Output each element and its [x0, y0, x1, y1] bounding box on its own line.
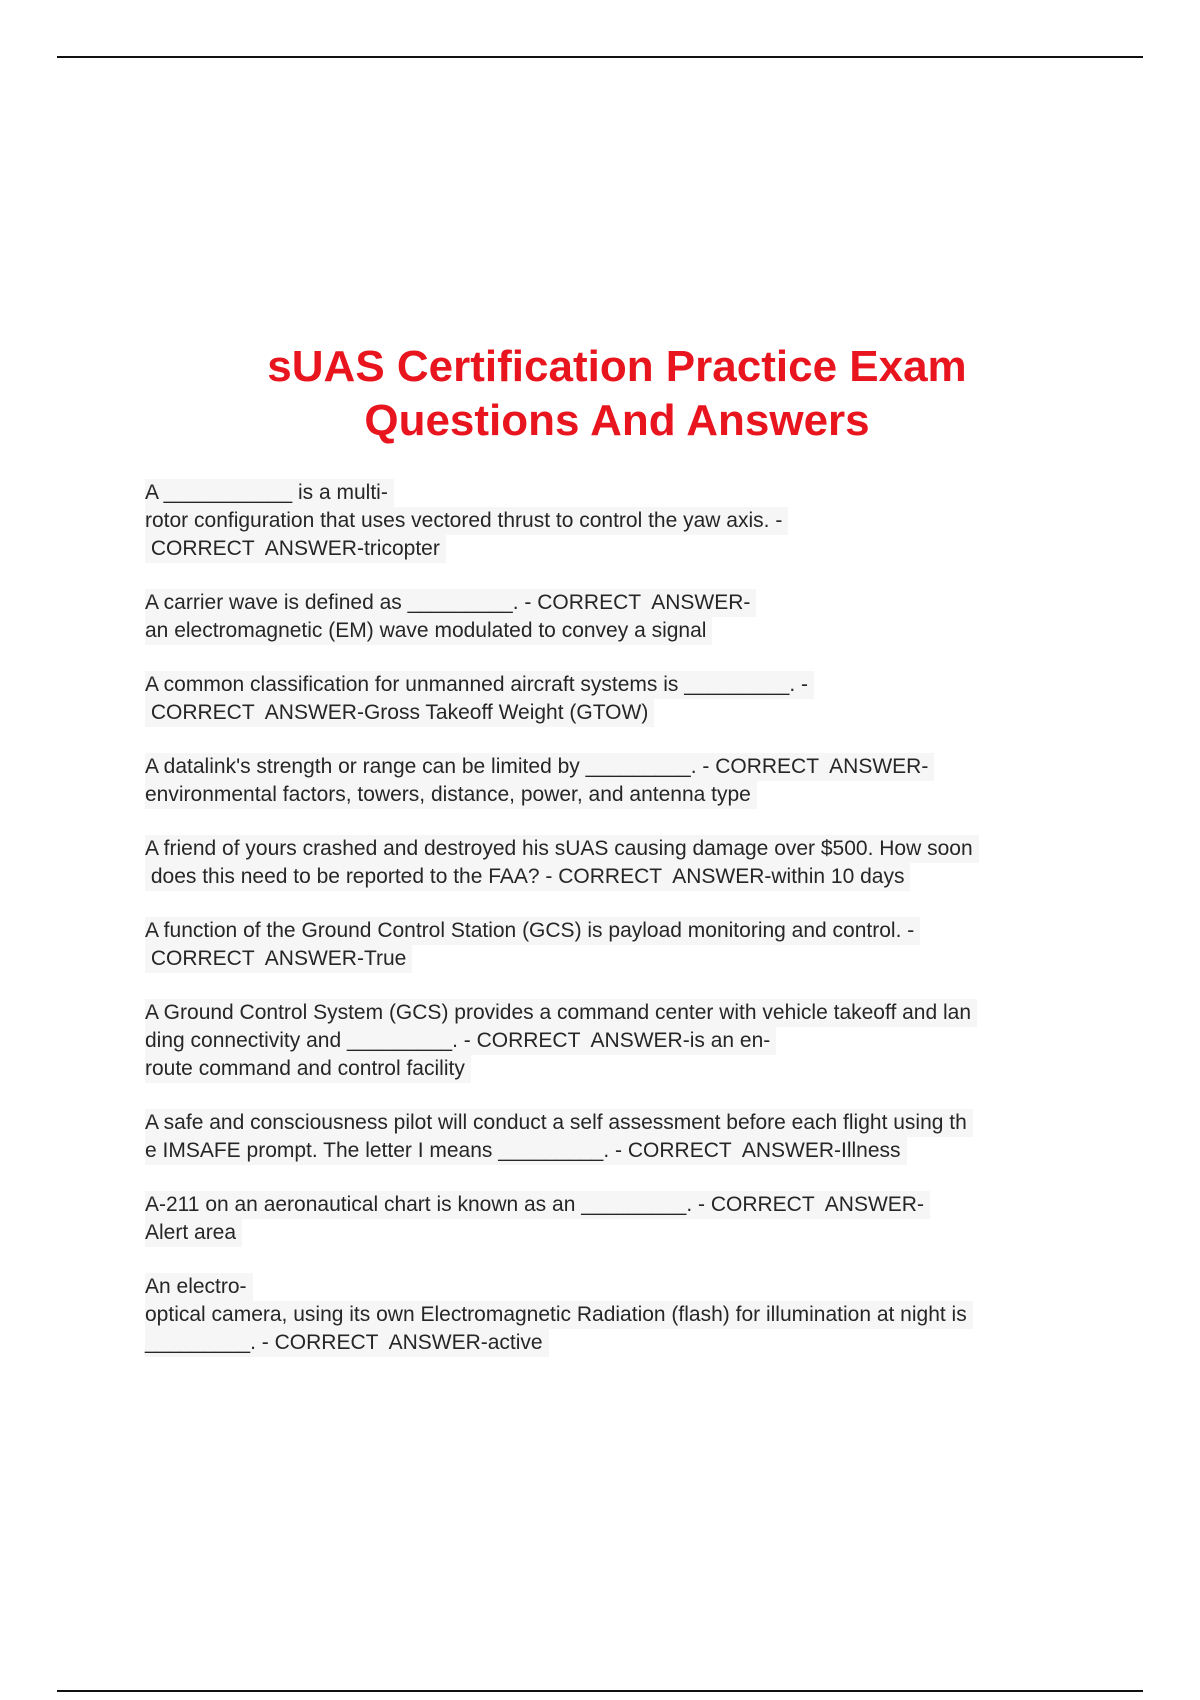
qa-line: e IMSAFE prompt. The letter I means _________. - CORRECT ANSWER-Illness	[145, 1137, 907, 1165]
qa-line-row	[145, 589, 1105, 617]
qa-line-row	[145, 535, 1105, 563]
qa-item	[145, 479, 1105, 563]
qa-list	[145, 479, 1105, 1383]
qa-line-row	[145, 1137, 1105, 1165]
qa-line-row	[145, 671, 1105, 699]
qa-line-row	[145, 863, 1105, 891]
qa-line-row	[145, 917, 1105, 945]
qa-item	[145, 917, 1105, 973]
qa-line-row	[145, 479, 1105, 507]
page-title-line-1: sUAS Certification Practice Exam	[267, 342, 967, 391]
qa-line-row	[145, 699, 1105, 727]
qa-line-row	[145, 1027, 1105, 1055]
qa-line: A friend of yours crashed and destroyed his sUAS causing damage over $500. How soon	[145, 835, 979, 863]
qa-item	[145, 835, 1105, 891]
qa-item	[145, 589, 1105, 645]
qa-line-row	[145, 999, 1105, 1027]
qa-line: CORRECT ANSWER-True	[145, 945, 412, 973]
qa-line-row	[145, 945, 1105, 973]
qa-line: Alert area	[145, 1219, 242, 1247]
qa-line-row	[145, 835, 1105, 863]
bottom-divider	[57, 1690, 1143, 1692]
qa-line-row	[145, 1055, 1105, 1083]
qa-line: A safe and consciousness pilot will conduct a self assessment before each flight using th	[145, 1109, 973, 1137]
qa-item	[145, 999, 1105, 1083]
qa-line: A datalink's strength or range can be limited by _________. - CORRECT ANSWER-	[145, 753, 934, 781]
qa-line-row	[145, 1109, 1105, 1137]
qa-line-row	[145, 1301, 1105, 1329]
qa-line: A common classification for unmanned aircraft systems is _________. -	[145, 671, 814, 699]
qa-line-row	[145, 781, 1105, 809]
qa-line-row	[145, 617, 1105, 645]
qa-line-row	[145, 1219, 1105, 1247]
qa-line-row	[145, 1329, 1105, 1357]
page-title-line-2: Questions And Answers	[364, 396, 870, 445]
qa-line: optical camera, using its own Electromagnetic Radiation (flash) for illumination at night is	[145, 1301, 973, 1329]
qa-line-row	[145, 507, 1105, 535]
qa-line: does this need to be reported to the FAA? - CORRECT ANSWER-within 10 days	[145, 863, 910, 891]
qa-line: A-211 on an aeronautical chart is known as an _________. - CORRECT ANSWER-	[145, 1191, 930, 1219]
qa-line: An electro-	[145, 1273, 253, 1301]
qa-item	[145, 1109, 1105, 1165]
qa-line: CORRECT ANSWER-Gross Takeoff Weight (GTOW)	[145, 699, 654, 727]
qa-item	[145, 671, 1105, 727]
qa-line: environmental factors, towers, distance, power, and antenna type	[145, 781, 757, 809]
qa-line: A ___________ is a multi-	[145, 479, 394, 507]
qa-item	[145, 753, 1105, 809]
qa-line-row	[145, 1273, 1105, 1301]
qa-line: an electromagnetic (EM) wave modulated to convey a signal	[145, 617, 712, 645]
qa-line: A carrier wave is defined as _________. - CORRECT ANSWER-	[145, 589, 756, 617]
qa-item	[145, 1191, 1105, 1247]
qa-line: route command and control facility	[145, 1055, 471, 1083]
qa-item	[145, 1273, 1105, 1357]
qa-line: A function of the Ground Control Station (GCS) is payload monitoring and control. -	[145, 917, 920, 945]
qa-line: ding connectivity and _________. - CORRECT ANSWER-is an en-	[145, 1027, 776, 1055]
qa-line: CORRECT ANSWER-tricopter	[145, 535, 446, 563]
qa-line: _________. - CORRECT ANSWER-active	[145, 1329, 549, 1357]
qa-line-row	[145, 753, 1105, 781]
qa-line: A Ground Control System (GCS) provides a command center with vehicle takeoff and lan	[145, 999, 977, 1027]
top-divider	[57, 56, 1143, 58]
qa-line-row	[145, 1191, 1105, 1219]
qa-line: rotor configuration that uses vectored thrust to control the yaw axis. -	[145, 507, 788, 535]
page-title	[0, 340, 1200, 448]
